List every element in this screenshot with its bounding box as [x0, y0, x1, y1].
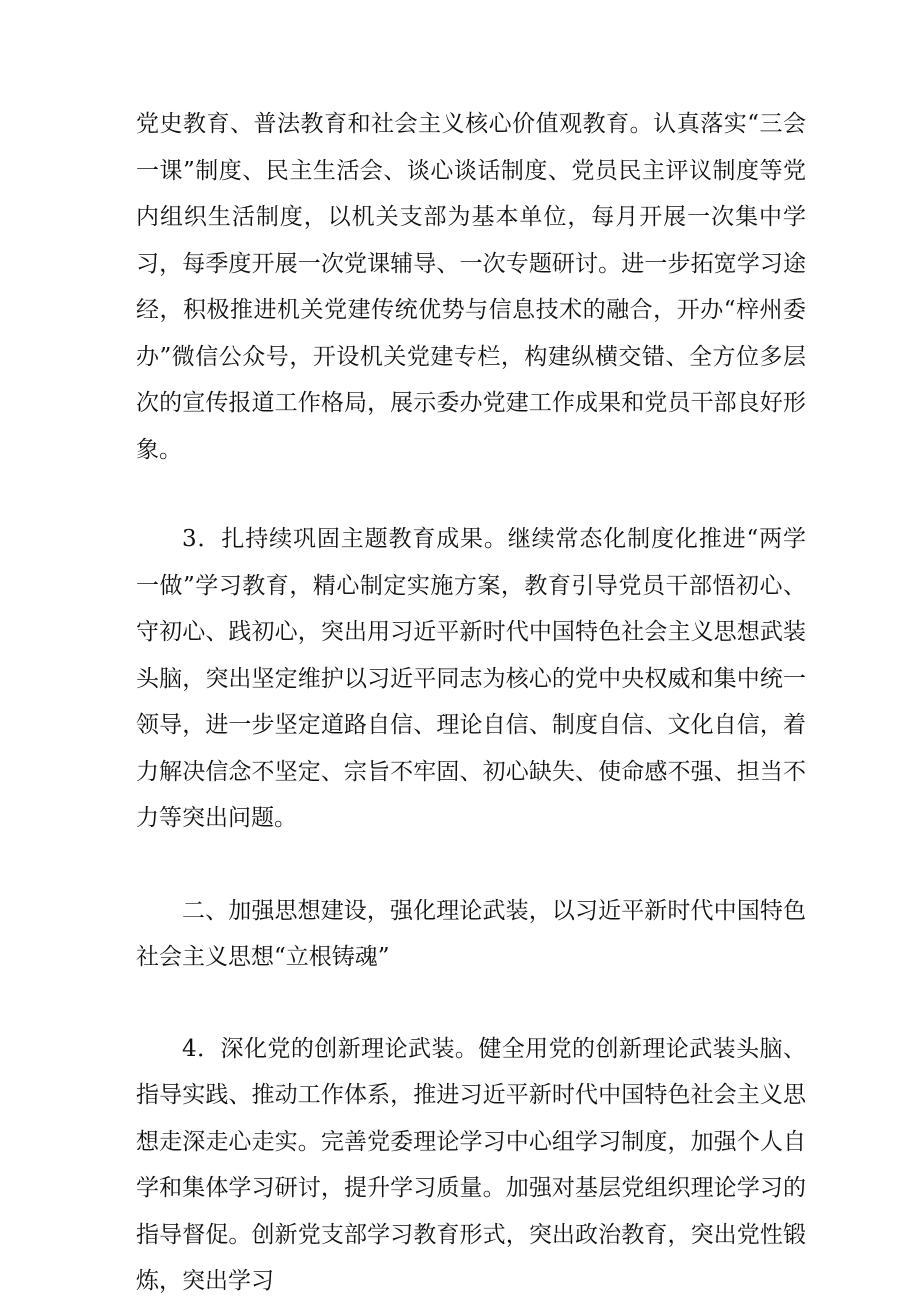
- paragraph-item-4-theory-armament: 4．深化党的创新理论武装。健全用党的创新理论武装头脑、指导实践、推动工作体系，推进习近平新时代中国特色社会主义思想走深走心走实。完善党委理论学习中心组学习制度，加强个人自学和集体学习研讨，提升学习质量。加强对基层党组织理论学习的指导督促。创新党支部学习教育形式，突出政治教育，突出党性锻炼，突出学习: [136, 1035, 806, 1294]
- paragraph-item-3-theme-education: 3．扎持续巩固主题教育成果。继续常态化制度化推进“两学一做”学习教育，精心制定实施方案，教育引导党员干部悟初心、守初心、践初心，突出用习近平新时代中国特色社会主义思想武装头脑，突出坚定维护以习近平同志为核心的党中央权威和集中统一领导，进一步坚定道路自信、理论自信、制度自信、文化自信，着力解决信念不坚定、宗旨不牢固、初心缺失、使命感不强、担当不力等突出问题。: [136, 526, 806, 831]
- paragraph-party-history-education: 党史教育、普法教育和社会主义核心价值观教育。认真落实“三会一课”制度、民主生活会、谈心谈话制度、党员民主评议制度等党内组织生活制度，以机关支部为基本单位，每月开展一次集中学习，每季度开展一次党课辅导、一次专题研讨。进一步拓宽学习途经，积极推进机关党建传统优势与信息技术的融合，开办“梓州委办”微信公众号，开设机关党建专栏，构建纵横交错、全方位多层次的宣传报道工作格局，展示委办党建工作成果和党员干部良好形象。: [136, 111, 806, 463]
- section-heading-two: 二、加强思想建设，强化理论武装，以习近平新时代中国特色社会主义思想“立根铸魂”: [136, 897, 806, 970]
- document-body: [136, 101, 806, 1305]
